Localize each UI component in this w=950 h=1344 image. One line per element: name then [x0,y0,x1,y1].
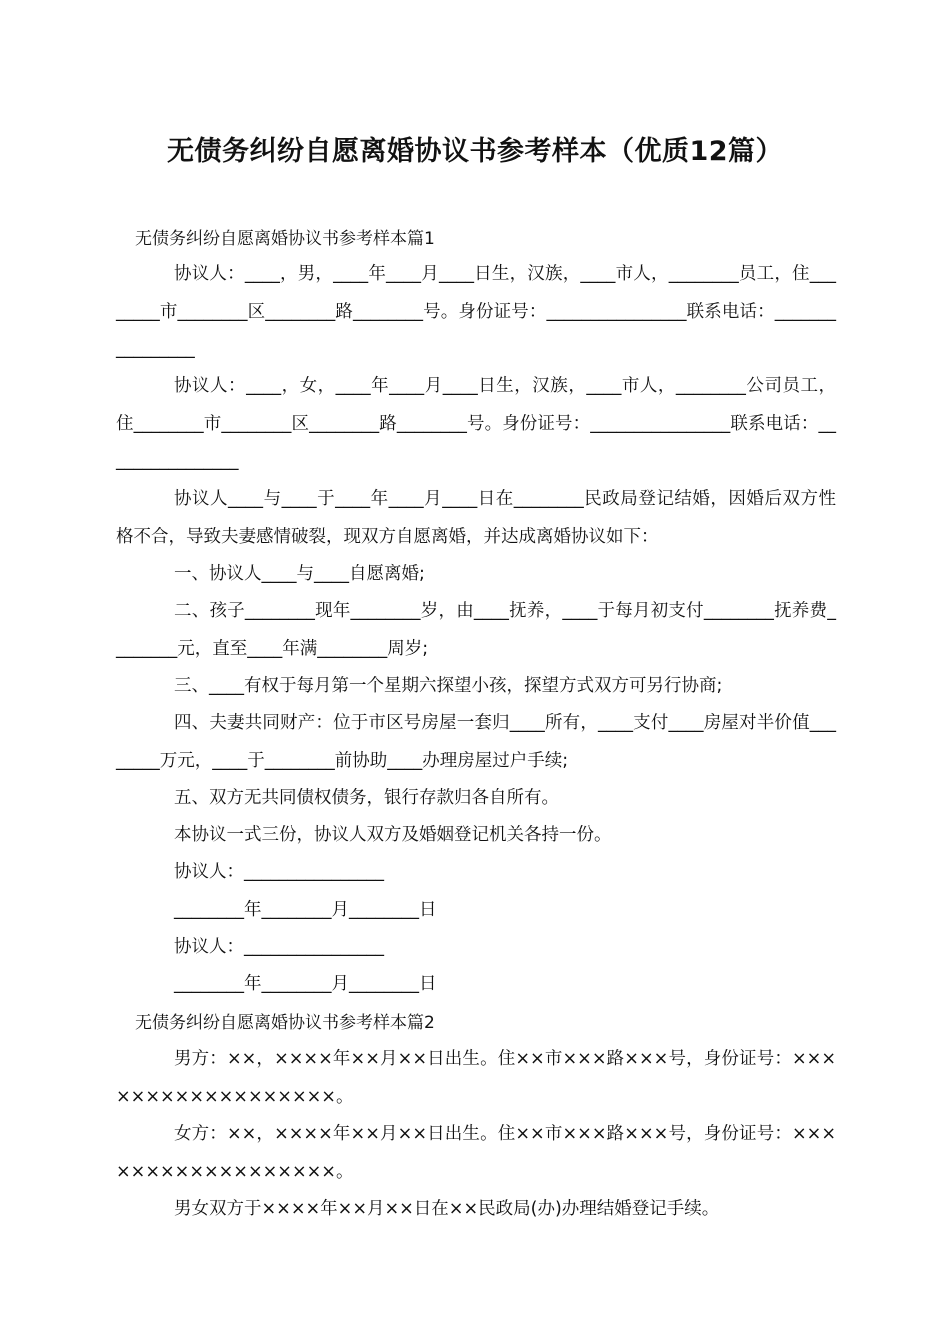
clause-2: 二、孩子________现年________岁，由____抚养，____于每月初支付________抚养费________元，直至____年满________周岁; [116,601,836,659]
signature-line-2: 协议人：________________ [174,937,384,957]
party-two-paragraph: 协议人：____，女，____年____月____日生，汉族，____市人，________公司员工，住________市________区________路________号。身份证号：________________联系电话：________________ [116,376,836,471]
clause-4: 四、夫妻共同财产：位于市区号房屋一套归____所有，____支付____房屋对半价值________万元，____于________前协助____办理房屋过户手续; [116,713,836,771]
female-party-paragraph: 女方：××，××××年××月××日出生。住××市×××路×××号，身份证号：××××××××××××××××××。 [116,1124,836,1182]
section-heading-1: 无债务纠纷自愿离婚协议书参考样本篇1 [135,229,435,249]
copies-statement: 本协议一式三份，协议人双方及婚姻登记机关各持一份。 [174,825,612,845]
date-line-1: ________年________月________日 [174,900,437,920]
party-one-paragraph: 协议人：____，男，____年____月____日生，汉族，____市人，________员工，住________市________区________路________号。身份证号：________________联系电话：________________ [116,264,836,359]
marriage-registration-paragraph: 男女双方于××××年××月××日在××民政局(办)办理结婚登记手续。 [174,1199,720,1219]
clause-3: 三、____有权于每月第一个星期六探望小孩，探望方式双方可另行协商; [174,676,723,696]
agreement-intro-paragraph: 协议人____与____于____年____月____日在________民政局登记结婚，因婚后双方性格不合，导致夫妻感情破裂，现双方自愿离婚，并达成离婚协议如下： [116,489,836,547]
clause-1: 一、协议人____与____自愿离婚; [174,564,425,584]
signature-line-1: 协议人：________________ [174,862,384,882]
male-party-paragraph: 男方：××，××××年××月××日出生。住××市×××路×××号，身份证号：××××××××××××××××××。 [116,1049,836,1107]
clause-5: 五、双方无共同债权债务，银行存款归各自所有。 [174,788,559,808]
document-title: 无债务纠纷自愿离婚协议书参考样本（优质12篇） [166,136,784,167]
date-line-2: ________年________月________日 [174,974,437,994]
section-heading-2: 无债务纠纷自愿离婚协议书参考样本篇2 [135,1013,435,1033]
